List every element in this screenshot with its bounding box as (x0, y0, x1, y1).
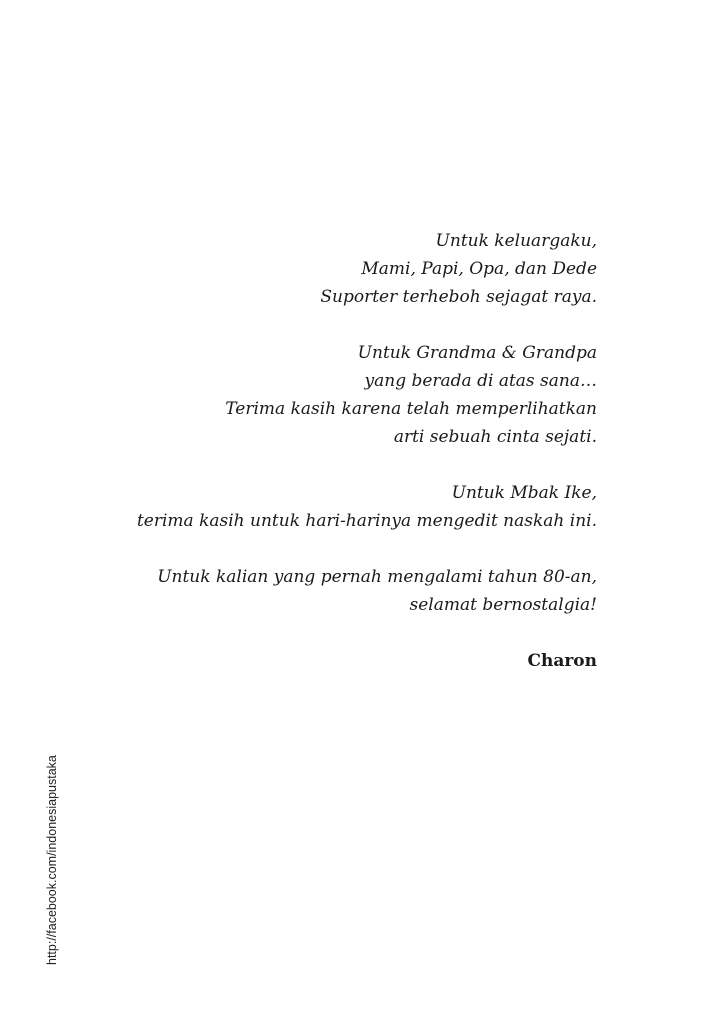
stanza-editor (77, 479, 597, 535)
author-signature: Charon (527, 651, 597, 671)
dedication-line: Suporter terheboh sejagat raya. (320, 287, 597, 307)
dedication-line: Untuk Grandma & Grandpa (357, 343, 597, 363)
watermark-url: http://facebook.com/indonesiapustaka (45, 755, 59, 965)
dedication-line: Untuk keluargaku, (435, 231, 597, 251)
dedication-line: Terima kasih karena telah memperlihatkan (225, 399, 597, 419)
dedication-line: terima kasih untuk hari-harinya mengedit naskah ini. (136, 511, 597, 531)
dedication-line: arti sebuah cinta sejati. (393, 427, 597, 447)
stanza-readers (77, 563, 597, 619)
dedication-line: Untuk Mbak Ike, (451, 483, 597, 503)
stanza-grandparents (77, 339, 597, 451)
dedication-line: yang berada di atas sana… (364, 371, 597, 391)
dedication-line: selamat bernostalgia! (409, 595, 597, 615)
dedication-line: Mami, Papi, Opa, dan Dede (361, 259, 597, 279)
stanza-family (77, 227, 597, 311)
dedication-line: Untuk kalian yang pernah mengalami tahun 80-an, (157, 567, 597, 587)
dedication-block (77, 227, 597, 675)
